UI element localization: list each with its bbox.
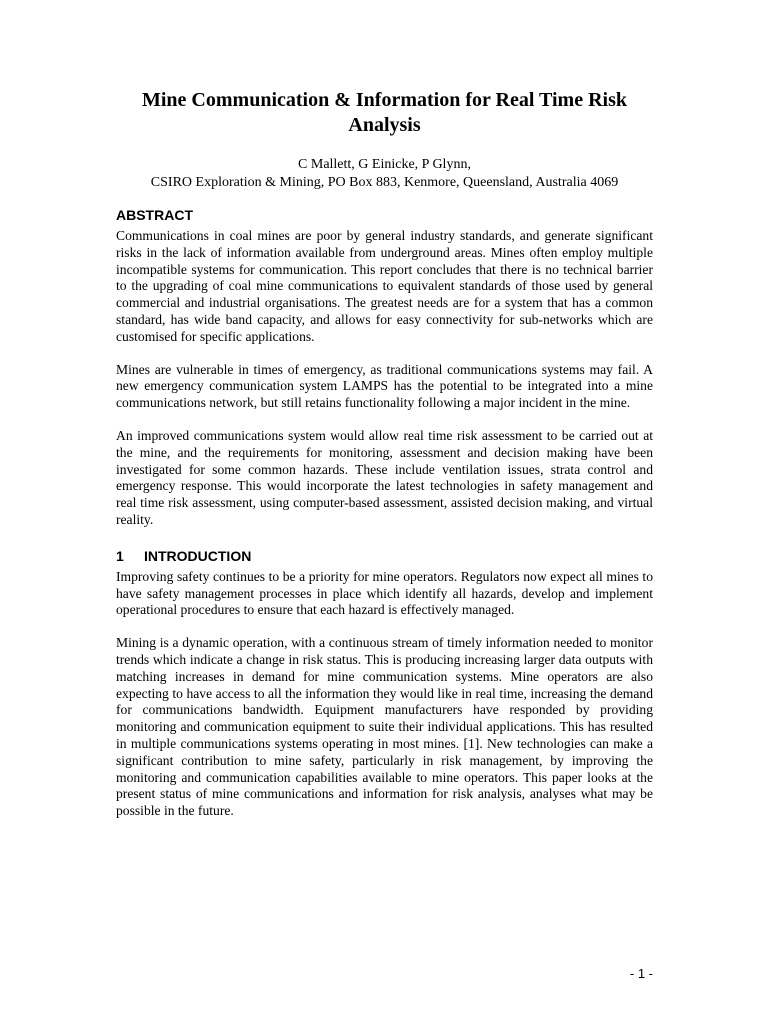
abstract-heading: ABSTRACT [116,207,193,223]
abstract-paragraph: Mines are vulnerable in times of emergency, as traditional communications systems may fail. A new emergency communication system LAMPS has the potential to be integrated into a mine communications network, but still retains functionality following a major incident in the mine. [116,361,653,411]
abstract-paragraph: Communications in coal mines are poor by general industry standards, and generate significant risks in the lack of information available from underground areas. Mines often employ multiple incompatible systems for communication. This report concludes that there is no technical barrier to the upgrading of coal mine communications to equivalent standards of those used by general commercial and industrial organisations. The greatest needs are for a system that has a common standard, has wide band capacity, and allows for easy connectivity for sub-networks which are customised for specific applications. [116,228,653,344]
introduction-section [116,547,653,820]
abstract-section [116,206,653,529]
introduction-heading [116,547,653,565]
section-title: INTRODUCTION [144,547,252,564]
introduction-paragraph: Improving safety continues to be a priority for mine operators. Regulators now expect all mines to have safety management processes in place which identify all hazards, develop and implement operational procedures to ensure that each hazard is effectively managed. [116,568,653,618]
section-number: 1 [116,547,124,564]
paper-title: Mine Communication & Information for Real Time Risk Analysis [142,89,627,136]
page-number: - 1 - [629,966,653,981]
author-list: C Mallett, G Einicke, P Glynn, [298,157,471,172]
introduction-paragraph: Mining is a dynamic operation, with a continuous stream of timely information needed to monitor trends which indicate a change in risk status. This is producing increasing larger data outputs with matching increases in demand for mine communication systems. Mine operators are also expecting to have access to all the information they would like in real time, increasing the demand for communications bandwidth. Equipment manufacturers have responded by providing monitoring and communication equipment to suite their individual applications. This has resulted in multiple communications systems operating in most mines. [1]. New technologies can make a significant contribution to mine safety, particularly in risk management, by improving the monitoring and communication capabilities available to mine operators. This paper looks at the present status of mine communications and information for risk analysis, analyses what may be possible in the future. [116,635,653,819]
author-affiliation: CSIRO Exploration & Mining, PO Box 883, Kenmore, Queensland, Australia 4069 [150,175,619,190]
paper-page [116,88,653,836]
abstract-paragraph: An improved communications system would allow real time risk assessment to be carried out at the mine, and the requirements for monitoring, assessment and decision making have been investigated for some common hazards. These include ventilation issues, strata control and emergency response. This would incorporate the latest technologies in safety management and real time risk assessment, using computer-based assessment, assisted decision making, and virtual reality. [116,427,653,527]
